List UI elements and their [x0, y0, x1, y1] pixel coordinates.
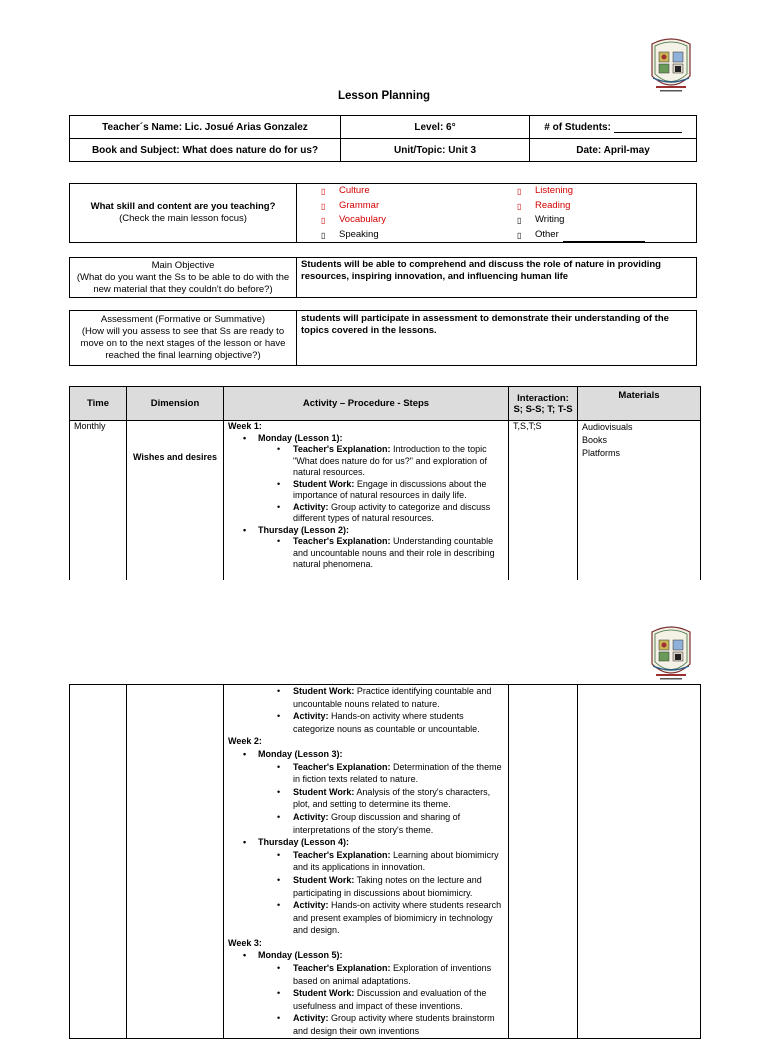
lesson-step-item: [228, 811, 504, 836]
teacher-name: Teacher´s Name: Lic. Josué Arias Gonzalez: [70, 116, 341, 139]
step-label: Student Work:: [293, 786, 355, 797]
material-item: Platforms: [582, 448, 621, 458]
bullet-icon: •: [277, 711, 281, 722]
header-time: Time: [70, 387, 127, 421]
checkbox-icon[interactable]: ▯: [321, 216, 326, 225]
objective-question-cell: [70, 258, 297, 298]
step-label: Activity:: [293, 501, 329, 512]
bullet-icon: •: [243, 837, 247, 848]
step-text: Introduction to the topic "What does nature do for us?" and exploration of natural resources.: [293, 444, 488, 477]
lesson-day-label: Monday (Lesson 3):: [258, 748, 343, 759]
bullet-icon: •: [277, 874, 281, 885]
bullet-icon: •: [277, 811, 281, 822]
step-text: Group activity where students brainstorm and design their own inventions: [293, 1013, 495, 1037]
objective-table: [69, 257, 697, 298]
bullet-icon: •: [277, 900, 281, 911]
time-cell: Monthly: [70, 421, 127, 584]
skill-label: Reading: [535, 199, 571, 211]
skill-option-speaking[interactable]: [301, 228, 489, 243]
material-item: Books: [582, 435, 608, 445]
step-text: Taking notes on the lecture and participating in discussions about biomimicry.: [293, 874, 482, 898]
bullet-icon: •: [277, 501, 281, 512]
skills-hint: (Check the main lesson focus): [119, 213, 247, 224]
materials-cell: [578, 421, 701, 584]
interaction-cell: T,S,T;S: [509, 421, 578, 584]
step-text: Hands-on activity where students research and present examples of biomimicry in technology and design.: [293, 900, 502, 936]
document-page-2: [0, 598, 768, 1037]
bullet-icon: •: [277, 849, 281, 860]
other-blank-line: [563, 232, 645, 242]
school-seal-logo: [648, 36, 694, 98]
interaction-cell-continued: [509, 685, 578, 1039]
lesson-step-item: [228, 444, 504, 479]
assessment-label-suffix: (Formative or Summative): [152, 314, 266, 325]
step-label: Student Work:: [293, 874, 355, 885]
document-title: Lesson Planning: [337, 90, 430, 102]
checkbox-icon[interactable]: ▯: [517, 201, 522, 211]
bullet-icon: •: [243, 524, 247, 535]
bullet-icon: •: [277, 1013, 281, 1024]
week-heading: Week 1:: [228, 421, 262, 431]
skill-option-reading[interactable]: [497, 199, 692, 214]
bullet-icon: •: [277, 686, 281, 696]
bullet-icon: •: [277, 786, 281, 797]
skills-table: [69, 183, 697, 243]
dimension-cell-continued: [127, 685, 224, 1039]
school-seal-logo: [648, 624, 694, 686]
objective-question: (What do you want the Ss to be able to do with the new material that they couldn't do before?): [76, 271, 290, 295]
activity-cell: [224, 421, 509, 584]
bullet-icon: •: [243, 748, 247, 759]
dimension-text: Wishes and desires: [133, 452, 217, 462]
lesson-day-label: Monday (Lesson 5):: [258, 950, 343, 961]
step-text: Learning about biomimicry and its applications in innovation.: [293, 849, 499, 873]
step-label: Teacher's Explanation:: [293, 444, 391, 454]
lesson-step-item: [228, 710, 504, 735]
step-text: Exploration of inventions based on animal adaptations.: [293, 963, 492, 986]
bullet-icon: •: [243, 432, 247, 443]
checkbox-icon[interactable]: ▯: [321, 201, 326, 211]
dimension-cell: [127, 421, 224, 584]
step-label: Activity:: [293, 900, 329, 911]
level: Level: 6°: [341, 116, 530, 139]
skill-option-vocabulary[interactable]: [301, 213, 489, 228]
students-blank-line: [614, 122, 682, 133]
step-label: Activity:: [293, 711, 329, 722]
header-table: [69, 115, 697, 162]
lesson-day-item: [228, 525, 504, 537]
skill-label: Vocabulary: [339, 214, 387, 225]
bullet-icon: •: [277, 478, 281, 489]
lesson-step-item: [228, 1012, 504, 1037]
lesson-step-item: [228, 899, 504, 937]
skill-option-writing[interactable]: [497, 213, 692, 228]
table-row: [70, 685, 701, 1039]
skill-label: Writing: [535, 214, 565, 225]
skills-column-2: [493, 184, 697, 243]
unit-topic: Unit/Topic: Unit 3: [341, 139, 530, 162]
lesson-step-item: [228, 962, 504, 987]
time-cell-continued: [70, 685, 127, 1039]
bullet-icon: •: [277, 761, 281, 772]
step-label: Teacher's Explanation:: [293, 849, 391, 860]
skill-label: Culture: [339, 185, 370, 196]
students-label: # of Students:: [544, 121, 611, 133]
assessment-label: Assessment: [100, 314, 153, 325]
checkbox-icon[interactable]: ▯: [321, 230, 326, 240]
assessment-answer: students will participate in assessment to demonstrate their understanding of the topics covered in the lessons.: [297, 311, 697, 366]
step-text: Hands-on activity where students categorize nouns as countable or uncountable.: [293, 711, 480, 734]
lesson-day-label: Monday (Lesson 1):: [258, 432, 343, 443]
date: Date: April-may: [530, 139, 697, 162]
assessment-question: (How will you assess to see that Ss are ready to move on to the next stages of the lesson or have reached the final learning objective?): [80, 326, 286, 361]
lesson-step-item: [228, 536, 504, 571]
checkbox-icon[interactable]: ▯: [517, 230, 522, 240]
lesson-day-label: Thursday (Lesson 2):: [258, 524, 350, 535]
materials-cell-continued: [578, 685, 701, 1039]
skill-option-grammar[interactable]: [301, 199, 489, 214]
step-text: Practice identifying countable and uncountable nouns related to nature.: [293, 686, 492, 709]
checkbox-icon[interactable]: ▯: [517, 187, 522, 196]
objective-answer: Students will be able to comprehend and discuss the role of nature in providing resources, inspiring innovation, and influencing human life: [297, 258, 697, 298]
step-text: Group discussion and sharing of interpretations of the story's theme.: [293, 811, 461, 835]
step-text: Group activity to categorize and discuss different types of natural resources.: [293, 501, 491, 523]
header-dimension: Dimension: [127, 387, 224, 421]
lesson-step-item: [228, 786, 504, 811]
step-label: Teacher's Explanation:: [293, 761, 391, 772]
step-label: Teacher's Explanation:: [293, 963, 391, 974]
book-subject: Book and Subject: What does nature do for us?: [70, 139, 341, 162]
lesson-step-item: [228, 685, 504, 710]
objective-label: Main Objective: [151, 259, 215, 271]
bullet-icon: •: [277, 963, 281, 974]
step-label: Activity:: [293, 811, 329, 822]
skills-question: What skill and content are you teaching?: [90, 201, 276, 212]
skills-question-cell: [70, 184, 297, 243]
skill-option-culture[interactable]: [301, 184, 489, 199]
lesson-day-item: [228, 836, 504, 849]
skill-label: Listening: [535, 185, 574, 196]
page-gap: [0, 580, 768, 598]
checkbox-icon[interactable]: ▯: [517, 216, 522, 225]
activity-table-continued: [69, 684, 701, 1039]
lesson-step-item: [228, 987, 504, 1012]
material-item: Audiovisuals: [582, 422, 633, 432]
lesson-day-item: [228, 949, 504, 962]
activity-cell-continued: [224, 685, 509, 1039]
lesson-day-item: [228, 748, 504, 761]
skill-label: Grammar: [339, 199, 380, 211]
activity-table: [69, 386, 701, 584]
skill-option-other[interactable]: [497, 228, 692, 243]
step-text: Determination of the theme in fiction texts related to nature.: [293, 761, 502, 785]
skill-label: Speaking: [339, 228, 379, 240]
lesson-step-item: [228, 502, 504, 525]
checkbox-icon[interactable]: ▯: [321, 187, 326, 196]
skills-column-1: [297, 184, 494, 243]
bullet-icon: •: [277, 988, 281, 999]
header-materials: Materials: [578, 387, 701, 421]
lesson-day-item: [228, 433, 504, 445]
step-label: Student Work:: [293, 988, 355, 999]
step-text: Engage in discussions about the importance of natural resources in daily life.: [293, 478, 487, 500]
bullet-icon: •: [277, 444, 281, 454]
table-row: [70, 421, 701, 584]
lesson-step-item: [228, 761, 504, 786]
skills-list-1: [301, 184, 489, 242]
step-label: Student Work:: [293, 686, 355, 696]
lesson-step-item: [228, 849, 504, 874]
step-label: Student Work:: [293, 478, 355, 489]
lesson-step-item: [228, 479, 504, 502]
step-label: Teacher's Explanation:: [293, 536, 391, 546]
bullet-icon: •: [277, 536, 281, 546]
assessment-table: [69, 310, 697, 366]
week-heading: Week 2:: [228, 736, 262, 747]
bullet-icon: •: [243, 950, 247, 961]
materials-list: [582, 421, 696, 460]
skills-list-2: [497, 184, 692, 242]
week-heading: Week 3:: [228, 937, 262, 948]
header-activity: Activity – Procedure - Steps: [224, 387, 509, 421]
skill-label: Other: [535, 228, 559, 240]
lesson-day-label: Thursday (Lesson 4):: [258, 837, 350, 848]
assessment-question-cell: [70, 311, 297, 366]
lesson-step-item: [228, 874, 504, 899]
students-count: [530, 116, 697, 139]
step-text: Understanding countable and uncountable nouns and their role in describing natural phenomena.: [293, 536, 495, 569]
step-text: Discussion and evaluation of the usefulness and impact of these inventions.: [293, 988, 487, 1011]
step-label: Activity:: [293, 1013, 329, 1024]
header-interaction: Interaction: S; S-S; T; T-S: [509, 387, 578, 421]
skill-option-listening[interactable]: [497, 184, 692, 199]
step-text: Analysis of the story's characters, plot, and setting to determine its theme.: [293, 786, 491, 810]
